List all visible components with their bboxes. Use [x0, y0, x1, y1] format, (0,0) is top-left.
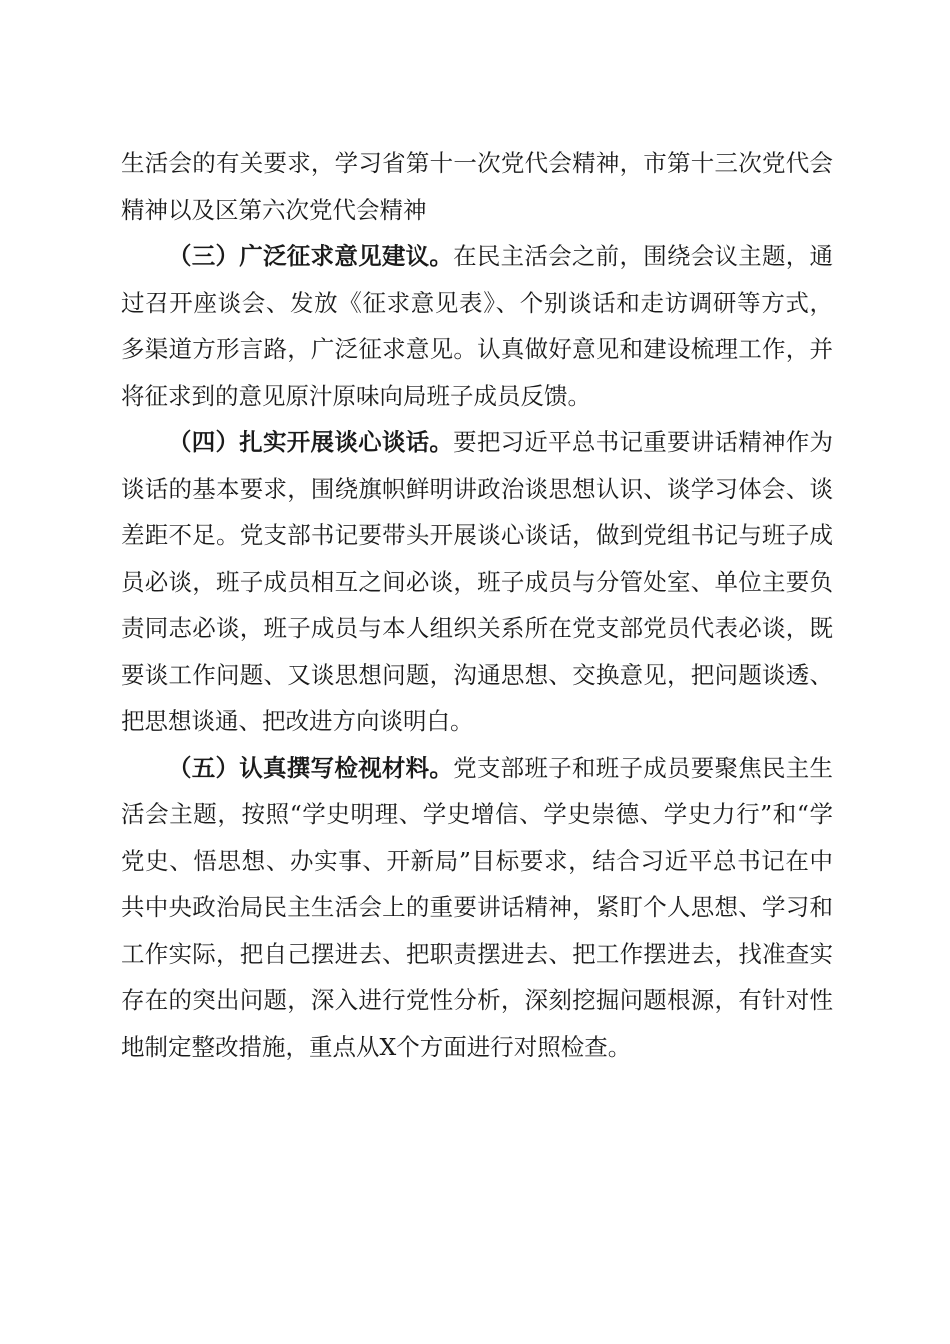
section-heading-4: （四）扎实开展谈心谈话。 [168, 428, 454, 456]
paragraph-text: 生活会的有关要求，学习省第十一次党代会精神，市第十三次党代会精神以及区第六次党代会精神 [121, 149, 833, 224]
paragraph-text: 党支部班子和班子成员要聚焦民主生活会主题，按照“学史明理、学史增信、学史崇德、学史力行”和“学党史、悟思想、办实事、开新局”目标要求，结合习近平总书记在中共中央政治局民主生活会上的重要讲话精神，紧盯个人思想、学习和工作实际，把自己摆进去、把职责摆进去、把工作摆进去，找准查实存在的突出问题，深入进行党性分析，深刻挖掘问题根源，有针对性地制定整改措施，重点从X个方面进行对照检查。 [121, 753, 834, 1061]
section-heading-5: （五）认真撰写检视材料。 [168, 753, 454, 782]
paragraph-section-4 [121, 419, 833, 745]
paragraph-text: 在民主活会之前，围绕会议主题，通过召开座谈会、发放《征求意见表》、个别谈话和走访调研等方式，多渠道方形言路，广泛征求意见。认真做好意见和建设梳理工作，并将征求到的意见原汁原味向局班子成员反馈。 [121, 242, 834, 410]
paragraph-continuation [121, 140, 833, 233]
paragraph-section-5 [121, 745, 833, 1071]
paragraph-text: 要把习近平总书记重要讲话精神作为谈话的基本要求，围绕旗帜鲜明讲政治谈思想认识、谈学习体会、谈差距不足。党支部书记要带头开展谈心谈话，做到党组书记与班子成员必谈，班子成员相互之间必谈，班子成员与分管处室、单位主要负责同志必谈，班子成员与本人组织关系所在党支部党员代表必谈，既要谈工作问题、又谈思想问题，沟通思想、交换意见，把问题谈透、把思想谈通、把改进方向谈明白。 [121, 428, 834, 735]
document-body [121, 140, 833, 1070]
section-heading-3: （三）广泛征求意见建议。 [168, 242, 454, 270]
paragraph-section-3 [121, 233, 833, 419]
